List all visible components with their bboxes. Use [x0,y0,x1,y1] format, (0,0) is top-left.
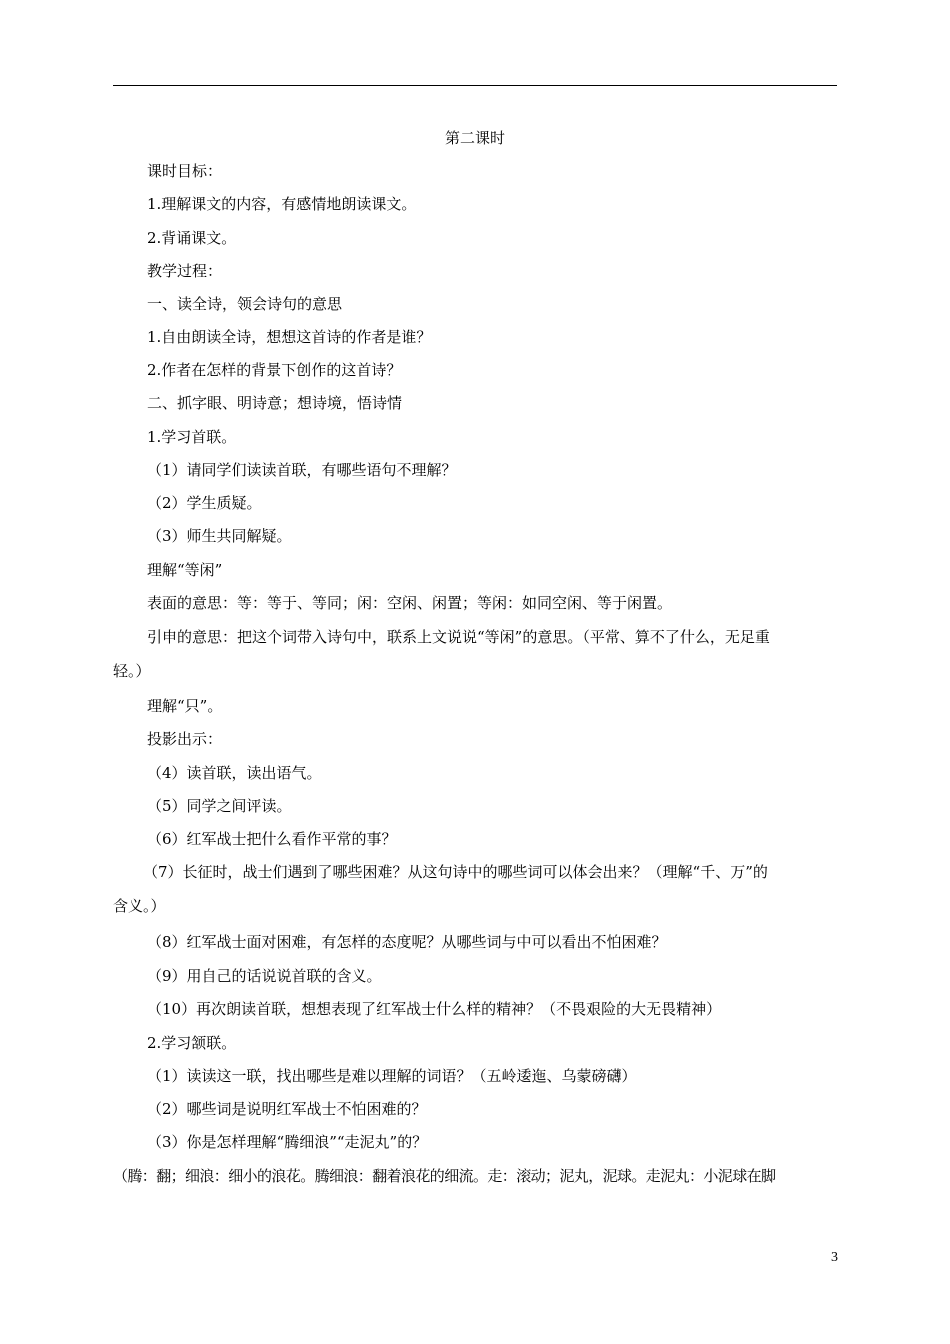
paragraph: 2.背诵课文。 [147,229,237,247]
paragraph: （2）哪些词是说明红军战士不怕困难的？ [147,1100,427,1118]
paragraph: （6）红军战士把什么看作平常的事？ [147,830,397,848]
paragraph: （3）师生共同解疑。 [147,527,292,545]
paragraph: （1）请同学们读读首联，有哪些语句不理解？ [147,461,457,479]
paragraph: 教学过程： [147,262,223,280]
paragraph: （4）读首联，读出语气。 [147,764,322,782]
paragraph-continuation: 含义。） [113,897,166,915]
paragraph: 理解“等闲” [147,561,223,579]
paragraph: （10）再次朗读首联，想想表现了红军战士什么样的精神？（不畏艰险的大无畏精神） [147,1000,722,1018]
paragraph: （9）用自己的话说说首联的含义。 [147,967,382,985]
paragraph: 1.理解课文的内容，有感情地朗读课文。 [147,195,417,213]
paragraph: （8）红军战士面对困难，有怎样的态度呢？从哪些词与中可以看出不怕困难？ [147,933,667,951]
paragraph: 2.学习颔联。 [147,1034,237,1052]
paragraph: 课时目标： [147,162,223,180]
paragraph: （3）你是怎样理解“腾细浪”“走泥丸”的？ [147,1133,428,1151]
page-title: 第二课时 [444,129,505,147]
section-heading: 二、抓字眼、明诗意；想诗境，悟诗情 [147,394,403,412]
paragraph-continuation: 轻。） [113,662,151,680]
header-rule [113,85,837,86]
section-heading: 一、读全诗，领会诗句的意思 [147,295,343,313]
paragraph: （2）学生质疑。 [147,494,262,512]
paragraph: 1.自由朗读全诗，想想这首诗的作者是谁？ [147,328,432,346]
paragraph: （5）同学之间评读。 [147,797,292,815]
paragraph: 2.作者在怎样的背景下创作的这首诗？ [147,361,402,379]
paragraph: 引申的意思：把这个词带入诗句中，联系上文说说“等闲”的意思。（平常、算不了什么，无足重 [147,628,770,646]
paragraph: 表面的意思：等：等于、等同；闲：空闲、闲置；等闲：如同空闲、等于闲置。 [147,594,673,612]
paragraph: （腾：翻；细浪：细小的浪花。腾细浪：翻着浪花的细流。走：滚动；泥丸，泥球。走泥丸：小泥球在脚 [113,1167,776,1185]
paragraph: 1.学习首联。 [147,428,237,446]
page-number: 3 [831,1250,838,1265]
paragraph: （7）长征时，战士们遇到了哪些困难？从这句诗中的哪些词可以体会出来？（理解“千、万”的 [143,863,768,881]
paragraph: 投影出示： [147,730,223,748]
paragraph: 理解“只”。 [147,697,223,715]
paragraph: （1）读读这一联，找出哪些是难以理解的词语？（五岭逶迤、乌蒙磅礴） [147,1067,637,1085]
